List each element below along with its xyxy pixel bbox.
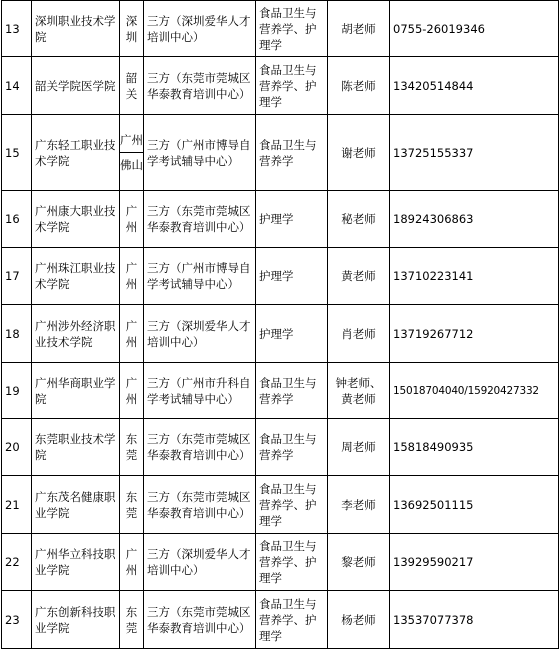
table-row	[2, 534, 559, 591]
table-row	[2, 57, 559, 115]
teacher: 李老师	[328, 476, 390, 534]
teacher: 黎老师	[328, 534, 390, 591]
phone: 13710223141	[390, 248, 559, 305]
school-name: 广东创新科技职业学院	[32, 591, 120, 649]
major: 护理学	[256, 248, 328, 305]
row-number: 22	[2, 534, 32, 591]
school-name: 广州珠江职业技术学院	[32, 248, 120, 305]
partner-org: 三方（深圳爱华人才培训中心）	[144, 305, 256, 363]
city: 广州	[120, 248, 144, 305]
major: 食品卫生与营养学、护理学	[256, 476, 328, 534]
city: 深圳	[120, 1, 144, 57]
major: 食品卫生与营养学、护理学	[256, 534, 328, 591]
phone: 13537077378	[390, 591, 559, 649]
table-row	[2, 305, 559, 363]
partner-org: 三方（广州市博导自学考试辅导中心）	[144, 115, 256, 191]
partner-org: 三方（东莞市莞城区华泰教育培训中心）	[144, 57, 256, 115]
table-row	[2, 591, 559, 649]
row-number: 20	[2, 419, 32, 476]
teacher: 钟老师、黄老师	[328, 363, 390, 419]
phone: 0755-26019346	[390, 1, 559, 57]
city: 韶关	[120, 57, 144, 115]
phone: 13929590217	[390, 534, 559, 591]
school-name: 广州华商职业学院	[32, 363, 120, 419]
city: 广州	[120, 363, 144, 419]
school-name: 深圳职业技术学院	[32, 1, 120, 57]
major: 食品卫生与营养学	[256, 419, 328, 476]
major: 食品卫生与营养学、护理学	[256, 591, 328, 649]
major: 食品卫生与营养学	[256, 363, 328, 419]
major: 食品卫生与营养学、护理学	[256, 1, 328, 57]
row-number: 15	[2, 115, 32, 191]
table-row	[2, 476, 559, 534]
phone: 13420514844	[390, 57, 559, 115]
city-primary: 广州	[120, 132, 143, 153]
table-body	[2, 1, 559, 649]
city: 广州	[120, 305, 144, 363]
row-number: 21	[2, 476, 32, 534]
city: 东莞	[120, 419, 144, 476]
partner-org: 三方（东莞市莞城区华泰教育培训中心）	[144, 591, 256, 649]
school-name: 广东茂名健康职业学院	[32, 476, 120, 534]
phone: 13692501115	[390, 476, 559, 534]
phone: 18924306863	[390, 191, 559, 248]
teacher: 秘老师	[328, 191, 390, 248]
institution-table	[1, 0, 559, 649]
city: 东莞	[120, 476, 144, 534]
school-name: 韶关学院医学院	[32, 57, 120, 115]
row-number: 16	[2, 191, 32, 248]
school-name: 广州康大职业技术学院	[32, 191, 120, 248]
city: 广州	[120, 191, 144, 248]
table-row	[2, 248, 559, 305]
table-row	[2, 115, 559, 191]
partner-org: 三方（东莞市莞城区华泰教育培训中心）	[144, 419, 256, 476]
teacher: 周老师	[328, 419, 390, 476]
city	[120, 115, 144, 191]
table-row	[2, 363, 559, 419]
phone: 15018704040/15920427332	[390, 363, 559, 419]
teacher: 杨老师	[328, 591, 390, 649]
city: 东莞	[120, 591, 144, 649]
teacher: 胡老师	[328, 1, 390, 57]
teacher: 谢老师	[328, 115, 390, 191]
school-name: 广东轻工职业技术学院	[32, 115, 120, 191]
teacher: 陈老师	[328, 57, 390, 115]
table-row	[2, 419, 559, 476]
partner-org: 三方（广州市博导自学考试辅导中心）	[144, 248, 256, 305]
row-number: 14	[2, 57, 32, 115]
partner-org: 三方（东莞市莞城区华泰教育培训中心）	[144, 476, 256, 534]
teacher: 肖老师	[328, 305, 390, 363]
row-number: 17	[2, 248, 32, 305]
table-row	[2, 1, 559, 57]
partner-org: 三方（广州市升科自学考试辅导中心）	[144, 363, 256, 419]
major: 护理学	[256, 191, 328, 248]
major: 食品卫生与营养学	[256, 115, 328, 191]
teacher: 黄老师	[328, 248, 390, 305]
row-number: 19	[2, 363, 32, 419]
city: 广州	[120, 534, 144, 591]
phone: 13719267712	[390, 305, 559, 363]
city-secondary: 佛山	[120, 158, 143, 172]
major: 护理学	[256, 305, 328, 363]
major: 食品卫生与营养学、护理学	[256, 57, 328, 115]
row-number: 13	[2, 1, 32, 57]
phone: 13725155337	[390, 115, 559, 191]
school-name: 东莞职业技术学院	[32, 419, 120, 476]
row-number: 23	[2, 591, 32, 649]
partner-org: 三方（东莞市莞城区华泰教育培训中心）	[144, 191, 256, 248]
phone: 15818490935	[390, 419, 559, 476]
school-name: 广州华立科技职业学院	[32, 534, 120, 591]
partner-org: 三方（深圳爱华人才培训中心）	[144, 534, 256, 591]
row-number: 18	[2, 305, 32, 363]
school-name: 广州涉外经济职业技术学院	[32, 305, 120, 363]
partner-org: 三方（深圳爱华人才培训中心）	[144, 1, 256, 57]
table-row	[2, 191, 559, 248]
